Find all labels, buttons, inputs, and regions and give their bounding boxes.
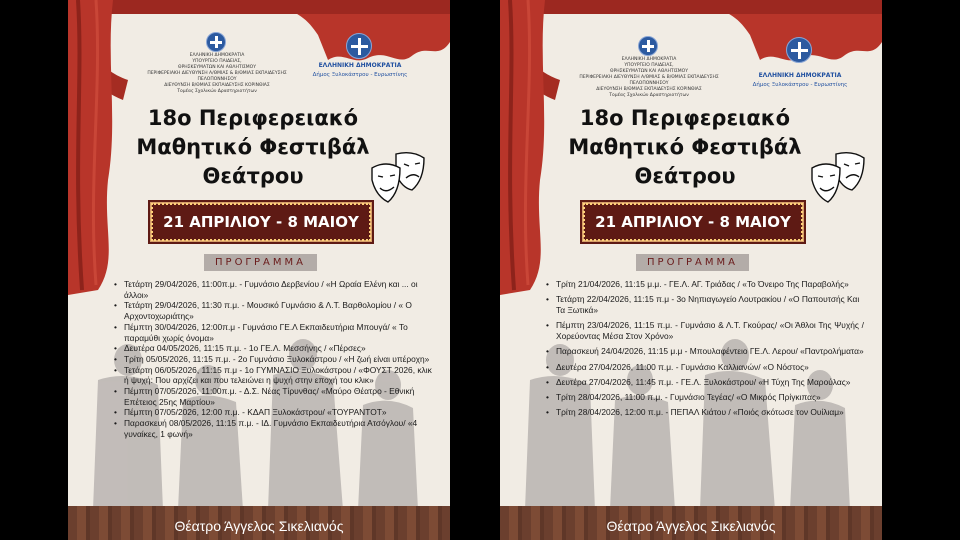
list-item: • Πέμπτη 07/05/2026, 12:00 π.μ. - ΚΔΑΠ Ξυλοκάστρου/ «ΤΟΥΡΑΝΤΟΤ»: [114, 407, 436, 418]
list-item: • Πέμπτη 30/04/2026, 12:00π.μ - Γυμνάσιο ΓΕ.Λ Εκπαιδευτήρια Μπουγά/ « Το παραμύθι χωρίς όνομα»: [114, 322, 436, 343]
festival-title: [128, 104, 378, 191]
venue-label: Θέατρο Άγγελος Σικελιανός: [174, 518, 344, 534]
list-item: • Πέμπτη 07/05/2026, 11:00π.μ. - Δ.Σ. Νέας Τίρυνθας/ «Μαύρο Θέατρο - Εθνική Επέτειος 25ης Μαρτίου»: [114, 386, 436, 407]
ministry-line: ΕΛΛΗΝΙΚΗ ΔΗΜΟΚΡΑΤΙΑ: [621, 57, 677, 62]
ministry-line: ΠΕΛΟΠΟΝΝΗΣΟΥ: [629, 81, 669, 86]
program-heading: ΠΡΟΓΡΑΜΜΑ: [636, 254, 749, 271]
ministry-line: ΠΕΛΟΠΟΝΝΗΣΟΥ: [197, 77, 237, 82]
list-item: • Τρίτη 28/04/2026, 11:00 π.μ. - Γυμνάσιο Τεγέας/ «Ο Μικρός Πρίγκιπας»: [546, 392, 864, 403]
list-item: • Τετάρτη 06/05/2026, 11:15 π.μ - 1ο ΓΥΜΝΑΣΙΟ Ξυλοκάστρου / «ΦΟΥΣΤ 2026, κλικ ή ψυχή: Που αρχίζει και που τελειώνει η ψυχή στην εποχή του κλικ»: [114, 365, 436, 386]
ministry-line: ΔΙΕΥΘΥΝΣΗ Β/ΘΜΙΑΣ ΕΚΠΑΙΔΕΥΣΗΣ ΚΟΡΙΝΘΙΑΣ: [164, 83, 270, 88]
greek-crest-icon: [638, 36, 658, 56]
list-item: • Τετάρτη 29/04/2026, 11:30 π.μ. - Μουσικό Γυμνάσιο & Λ.Τ. Βαρθολομίου / « Ο Αρχοντοχωριάτης»: [114, 300, 436, 321]
title-line: Μαθητικό Φεστιβάλ: [136, 135, 370, 159]
theatre-masks-icon: [808, 150, 868, 206]
date-range-banner: [582, 202, 804, 242]
ministry-header: [564, 57, 734, 99]
program-heading: ΠΡΟΓΡΑΜΜΑ: [204, 254, 317, 271]
ministry-line: ΘΡΗΣΚΕΥΜΑΤΩΝ ΚΑΙ ΑΘΛΗΤΙΣΜΟΥ: [610, 69, 688, 74]
theatre-masks-icon: [368, 150, 428, 206]
date-range-banner: [150, 202, 372, 242]
poster-right: [500, 0, 882, 540]
ministry-line: ΘΡΗΣΚΕΥΜΑΤΩΝ ΚΑΙ ΑΘΛΗΤΙΣΜΟΥ: [178, 65, 256, 70]
municipality-title: ΕΛΛΗΝΙΚΗ ΔΗΜΟΚΡΑΤΙΑ: [318, 62, 402, 69]
ministry-line: Τομέας Σχολικών Δραστηριοτήτων: [609, 93, 689, 98]
title-line: Μαθητικό Φεστιβάλ: [568, 135, 802, 159]
festival-title: [560, 104, 810, 191]
list-item: • Τρίτη 21/04/2026, 11:15 μ.μ. - ΓΕ.Λ. ΑΓ. Τριάδας / «Το Όνειρο Της Παραβολής»: [546, 279, 864, 290]
venue-label: Θέατρο Άγγελος Σικελιανός: [606, 518, 776, 534]
list-item: • Δευτέρα 27/04/2026, 11:00 π.μ. - Γυμνάσιο Καλλιανών/ «Ο Νόστος»: [546, 362, 864, 373]
greek-crest-icon: [206, 32, 226, 52]
list-item: • Τρίτη 05/05/2026, 11:15 π.μ. - 2ο Γυμνάσιο Ξυλοκάστρου / «Η ζωή είναι υπέροχη»: [114, 354, 436, 365]
program-list: [114, 279, 436, 440]
list-item: • Δευτέρα 27/04/2026, 11:45 π.μ. - ΓΕ.Λ. Ξυλοκάστρου/ «Η Τύχη Της Μαρούλας»: [546, 377, 864, 388]
municipality-crest-icon: [346, 33, 372, 59]
list-item: • Παρασκευή 24/04/2026, 11:15 μ.μ - Μπουλαφέντειο ΓΕ.Λ. Λερου/ «Παντρολήματα»: [546, 346, 864, 357]
list-item: • Τετάρτη 22/04/2026, 11:15 π.μ - 3ο Νηπιαγωγείο Λουτρακίου / «Ο Παπουτσής Και Τα Ξωτικά»: [546, 294, 864, 315]
ministry-line: ΠΕΡΙΦΕΡΕΙΑΚΗ ΔΙΕΥΘΥΝΣΗ Α/ΘΜΙΑΣ & Β/ΘΜΙΑΣ ΕΚΠΑΙΔΕΥΣΗΣ: [579, 75, 719, 80]
ministry-line: Τομέας Σχολικών Δραστηριοτήτων: [177, 89, 257, 94]
ministry-line: ΠΕΡΙΦΕΡΕΙΑΚΗ ΔΙΕΥΘΥΝΣΗ Α/ΘΜΙΑΣ & Β/ΘΜΙΑΣ ΕΚΠΑΙΔΕΥΣΗΣ: [147, 71, 287, 76]
ministry-line: ΔΙΕΥΘΥΝΣΗ Β/ΘΜΙΑΣ ΕΚΠΑΙΔΕΥΣΗΣ ΚΟΡΙΝΘΙΑΣ: [596, 87, 702, 92]
list-item: • Τετάρτη 29/04/2026, 11:00π.μ. - Γυμνάσιο Δερβενίου / «Η Ωραία Ελένη και ... οι άλλοι»: [114, 279, 436, 300]
date-range-text: 21 ΑΠΡΙΛΙΟΥ - 8 ΜΑΙΟΥ: [595, 213, 791, 231]
ministry-line: ΥΠΟΥΡΓΕΙΟ ΠΑΙΔΕΙΑΣ,: [192, 59, 242, 64]
title-line: Θεάτρου: [202, 164, 304, 188]
list-item: • Τρίτη 28/04/2026, 12:00 π.μ. - ΠΕΠΑΛ Κιάτου / «Ποιός σκότωσε τον Ουίλιαμ»: [546, 407, 864, 418]
title-line: 18ο Περιφερειακό: [579, 106, 791, 130]
list-item: • Παρασκευή 08/05/2026, 11:15 π.μ. - ΙΔ. Γυμνάσιο Εκπαιδευτήρια Ατσόγλου/ «4 γυναίκες, 1 φωνή»: [114, 418, 436, 439]
poster-left: [68, 0, 450, 540]
municipality-subtitle: Δήμος Ξυλοκάστρου - Ευρωστίνης: [312, 72, 408, 78]
municipality-crest-icon: [786, 37, 812, 63]
title-line: Θεάτρου: [634, 164, 736, 188]
date-range-text: 21 ΑΠΡΙΛΙΟΥ - 8 ΜΑΙΟΥ: [163, 213, 359, 231]
municipality-title: ΕΛΛΗΝΙΚΗ ΔΗΜΟΚΡΑΤΙΑ: [758, 72, 842, 79]
ministry-line: ΥΠΟΥΡΓΕΙΟ ΠΑΙΔΕΙΑΣ,: [624, 63, 674, 68]
ministry-line: ΕΛΛΗΝΙΚΗ ΔΗΜΟΚΡΑΤΙΑ: [189, 53, 245, 58]
municipality-subtitle: Δήμος Ξυλοκάστρου - Ευρωστίνης: [752, 82, 848, 88]
ministry-header: [132, 53, 302, 95]
list-item: • Πέμπτη 23/04/2026, 11:15 π.μ. - Γυμνάσιο & Λ.Τ. Γκούρας/ «Οι Άθλοι Της Ψυχής / Χορεύοντας Μέσα Στον Χρόνο»: [546, 320, 864, 341]
program-list: [546, 279, 864, 423]
title-line: 18ο Περιφερειακό: [147, 106, 359, 130]
list-item: • Δευτέρα 04/05/2026, 11:15 π.μ. - 1ο ΓΕ.Λ. Μεσσήνης / «Πέρσες»: [114, 343, 436, 354]
